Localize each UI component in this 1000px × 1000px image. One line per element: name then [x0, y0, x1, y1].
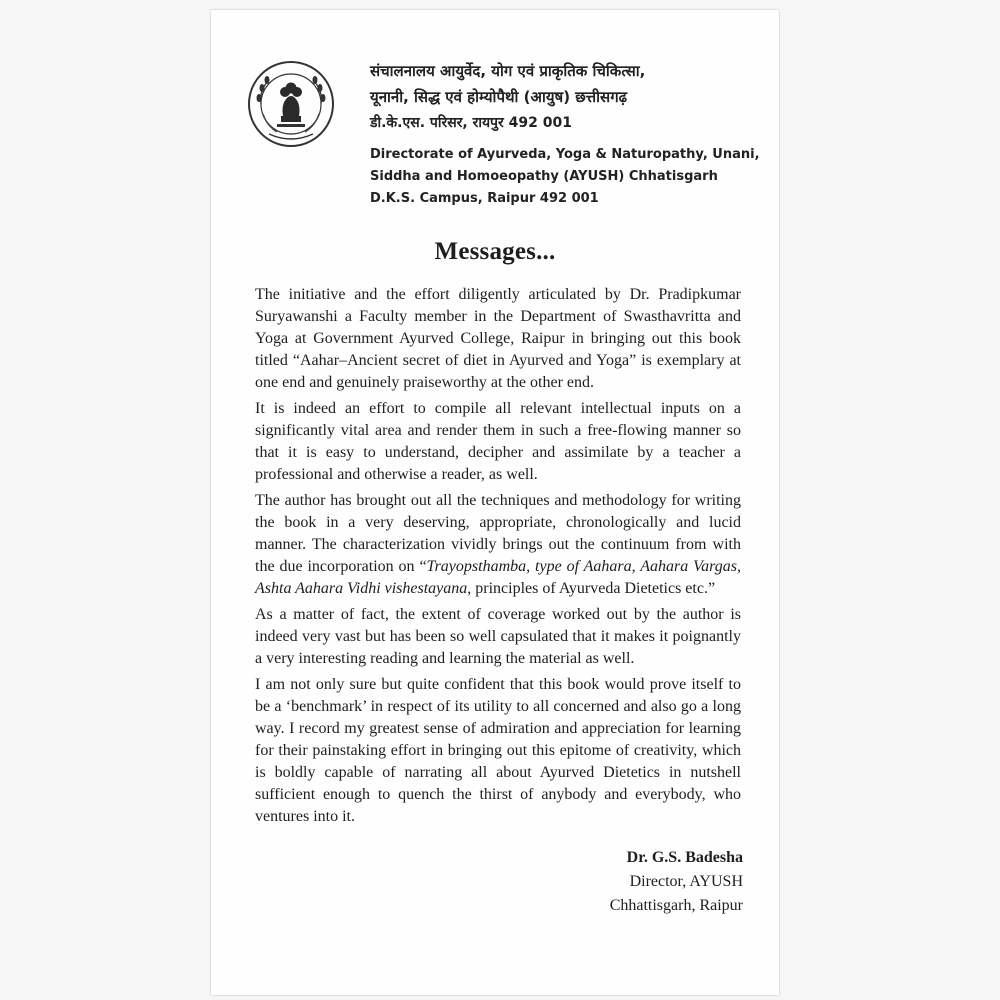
hindi-line-2: यूनानी, सिद्ध एवं होम्योपैथी (आयुष) छत्तीसगढ़ [370, 88, 628, 106]
signatory-designation: Director, AYUSH [629, 873, 743, 890]
english-line-3: D.K.S. Campus, Raipur 492 001 [370, 191, 599, 206]
paragraph-1: The initiative and the effort diligently articulated by Dr. Pradipkumar Suryawanshi a Faculty member in the Department of Swasthavritta and Yoga at Government Ayurved College, Raipur in bringing out this book titled “Aahar–Ancient secret of diet in Ayurved and Yoga” is exemplary at one end and genuinely praiseworthy at the other end. [255, 286, 741, 391]
hindi-line-1: संचालनालय आयुर्वेद, योग एवं प्राकृतिक चिकित्सा, [370, 62, 646, 80]
english-line-2: Siddha and Homoeopathy (AYUSH) Chhatisgarh [370, 169, 718, 184]
page-title: Messages... [434, 238, 556, 265]
english-line-1: Directorate of Ayurveda, Yoga & Naturopathy, Unani, [370, 147, 760, 162]
letterhead-english [370, 144, 770, 210]
letterhead-hindi [370, 58, 770, 136]
paragraph-3-start: The author has brought out all the techniques and methodology for writing the book in a very deserving, appropriate, chronologically and lucid manner. The characterization vividly brings out the continuum from with the due incorporation on “ [255, 492, 741, 575]
message-body [255, 284, 741, 832]
document-page [211, 10, 779, 995]
paragraph-3 [255, 490, 741, 600]
signature-block [610, 846, 743, 918]
hindi-line-3: डी.के.एस. परिसर, रायपुर 492 001 [370, 115, 572, 131]
paragraph-5: I am not only sure but quite confident that this book would prove itself to be a ‘benchmark’ in respect of its utility to all concerned and also go a long way. I record my greatest sense of admiration and appreciation for learning for their painstaking effort in bringing out this epitome of creativity, which is boldly capable of narrating all about Ayurved Dietetics in nutshell sufficient enough to quench the thirst of anybody and everybody, who ventures into it. [255, 676, 741, 825]
signatory-name: Dr. G.S. Badesha [626, 849, 743, 866]
paragraph-4: As a matter of fact, the extent of coverage worked out by the author is indeed very vast but has been so well capsulated that it makes it poignantly a very interesting reading and learning the material as well. [255, 606, 741, 667]
paragraph-3-end: , principles of Ayurveda Dietetics etc.” [467, 580, 716, 597]
state-emblem-icon [247, 60, 335, 148]
paragraph-2: It is indeed an effort to compile all relevant intellectual inputs on a significantly vital area and render them in such a free-flowing manner so that it is easy to understand, decipher and assimilate by a teacher a professional and otherwise a reader, as well. [255, 400, 741, 483]
signatory-location: Chhattisgarh, Raipur [609, 897, 743, 914]
paragraph-3-italic: Trayopsthamba, type of Aahara, Aahara Vargas, Ashta Aahara Vidhi vishestayana [255, 558, 741, 597]
